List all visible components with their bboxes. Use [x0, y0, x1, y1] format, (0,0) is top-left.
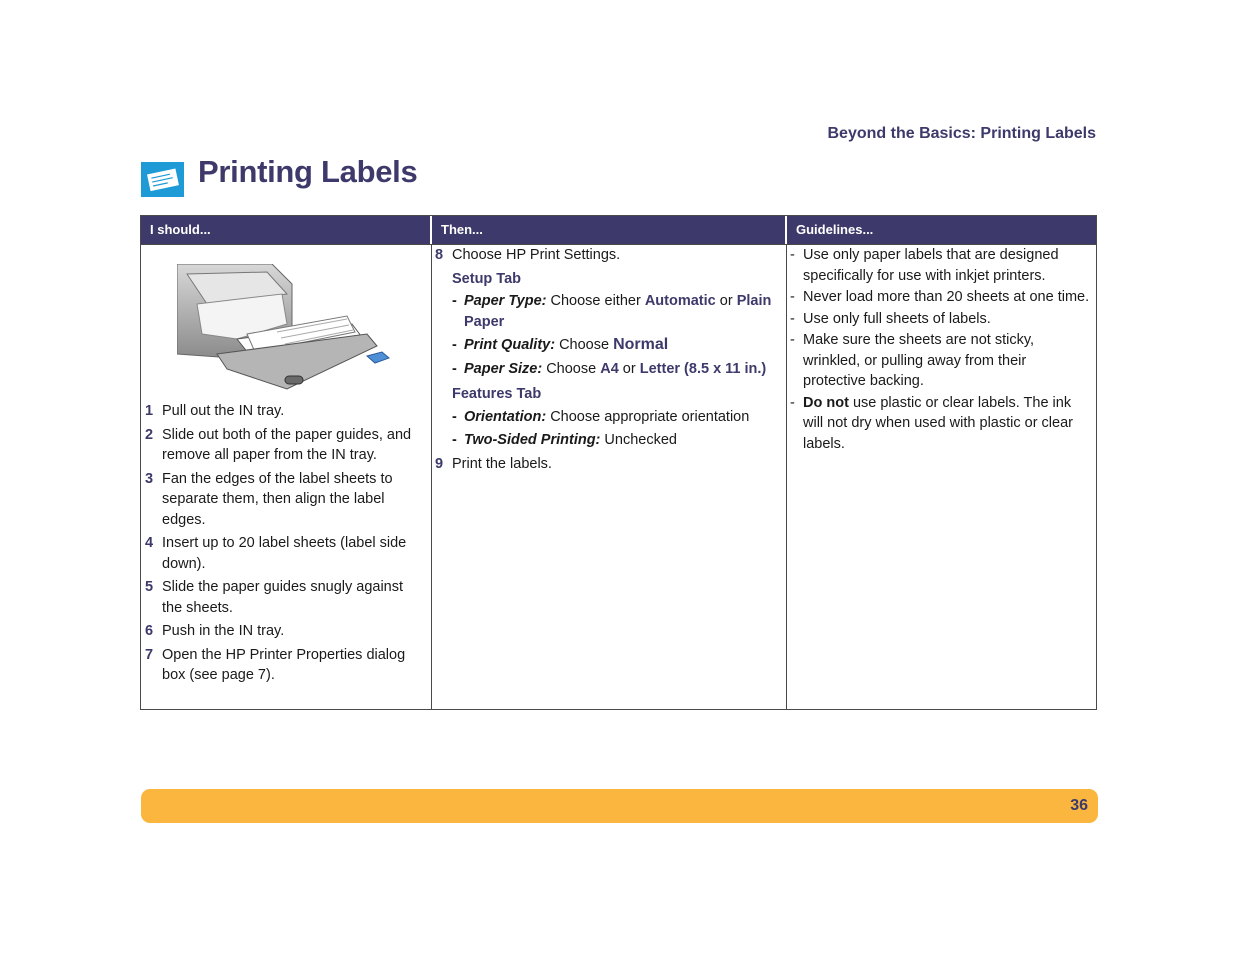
- paper-size-setting: [435, 359, 780, 380]
- step-number: 1: [145, 403, 154, 419]
- column-header-i-should: I should...: [141, 216, 430, 244]
- step-number: 9: [435, 455, 444, 472]
- breadcrumb: Beyond the Basics: Printing Labels: [827, 125, 1096, 142]
- guidelines-list: [790, 245, 1090, 455]
- bullet-dash: -: [452, 408, 457, 425]
- step-text: Slide the paper guides snugly against the sheets.: [162, 579, 404, 616]
- column-guidelines: [786, 245, 1096, 709]
- setting-label: Two-Sided Printing:: [464, 432, 601, 448]
- step-text: Push in the IN tray.: [162, 623, 285, 639]
- setting-option: Normal: [613, 336, 669, 353]
- two-sided-printing-setting: [435, 430, 780, 451]
- guideline-item: [790, 393, 1090, 455]
- setting-text: Choose appropriate orientation: [550, 408, 750, 425]
- step-1: [145, 401, 425, 422]
- step-number: 5: [145, 579, 154, 595]
- bullet-dash: -: [790, 289, 795, 305]
- step-text: Print the labels.: [452, 455, 552, 472]
- step-8: [435, 245, 780, 266]
- guideline-text: Use only full sheets of labels.: [803, 310, 991, 327]
- instructions-table: [140, 215, 1097, 710]
- guideline-text: Make sure the sheets are not sticky, wrinkled, or pulling away from their protective backing.: [803, 332, 1035, 389]
- step-text: Slide out both of the paper guides, and remove all paper from the IN tray.: [162, 426, 412, 463]
- step-7: [145, 645, 425, 686]
- step-number: 3: [145, 470, 154, 487]
- guideline-text: Use only paper labels that are designed specifically for use with inkjet printers.: [803, 247, 1059, 284]
- orientation-setting: [435, 407, 780, 428]
- step-number: 8: [435, 247, 444, 263]
- steps-list-1-7: [145, 401, 425, 689]
- guideline-text: use plastic or clear labels. The ink will not dry when used with plastic or clear labels.: [803, 394, 1073, 452]
- column-i-should: [141, 245, 430, 709]
- bullet-dash: -: [790, 310, 795, 327]
- setting-label: Paper Type:: [464, 293, 547, 309]
- step-2: [145, 425, 425, 466]
- setting-label: Paper Size:: [464, 360, 543, 377]
- bullet-dash: -: [452, 432, 457, 448]
- column-header-then: Then...: [431, 216, 785, 244]
- step-6: [145, 621, 425, 642]
- guideline-item: [790, 309, 1090, 330]
- setting-text: Choose: [546, 360, 597, 377]
- setting-option: A4: [600, 360, 619, 377]
- step-number: 7: [145, 646, 154, 663]
- setting-text: Choose either: [550, 293, 641, 309]
- page-number: 36: [1070, 797, 1088, 814]
- bullet-dash: -: [452, 337, 457, 353]
- guideline-item: [790, 330, 1090, 392]
- print-quality-setting: [435, 335, 780, 356]
- setting-text: Choose: [559, 337, 610, 353]
- guideline-emphasis: Do not: [803, 394, 849, 411]
- step-4: [145, 533, 425, 574]
- bullet-dash: -: [790, 394, 795, 411]
- step-3: [145, 469, 425, 531]
- setting-text: or: [622, 360, 636, 377]
- guideline-text: Never load more than 20 sheets at one time.: [803, 289, 1090, 305]
- setting-option: Plain Paper: [464, 293, 772, 330]
- setting-option: Automatic: [644, 293, 716, 309]
- bullet-dash: -: [452, 360, 457, 377]
- printer-tray-illustration: [177, 264, 391, 394]
- setting-text: or: [719, 293, 733, 309]
- bullet-dash: -: [790, 247, 795, 263]
- step-text: Open the HP Printer Properties dialog box (see page 7).: [162, 646, 406, 683]
- setting-label: Orientation:: [464, 408, 547, 425]
- guideline-item: [790, 287, 1090, 308]
- step-number: 2: [145, 426, 154, 443]
- step-number: 4: [145, 535, 154, 551]
- setting-option: Letter (8.5 x 11 in.): [639, 360, 767, 377]
- footer-bar: [141, 789, 1098, 823]
- step-number: 6: [145, 623, 154, 639]
- bullet-dash: -: [790, 332, 795, 348]
- step-text: Pull out the IN tray.: [162, 403, 285, 419]
- setting-label: Print Quality:: [464, 337, 556, 353]
- step-9: [435, 454, 780, 475]
- step-text: Insert up to 20 label sheets (label side down).: [162, 535, 407, 572]
- label-sheet-icon: [141, 162, 184, 197]
- guideline-item: [790, 245, 1090, 286]
- features-tab-heading: Features Tab: [452, 386, 542, 402]
- paper-type-setting: [435, 291, 780, 332]
- step-text: Fan the edges of the label sheets to separate them, then align the label edges.: [162, 470, 393, 528]
- steps-list-8-9: [435, 245, 780, 477]
- bullet-dash: -: [452, 293, 457, 309]
- step-5: [145, 577, 425, 618]
- page-title: Printing Labels: [198, 154, 418, 189]
- column-then: [431, 245, 785, 709]
- step-text: Choose HP Print Settings.: [452, 247, 621, 263]
- setting-text: Unchecked: [604, 432, 677, 448]
- column-header-guidelines: Guidelines...: [786, 216, 1096, 244]
- setup-tab-heading: Setup Tab: [452, 270, 522, 287]
